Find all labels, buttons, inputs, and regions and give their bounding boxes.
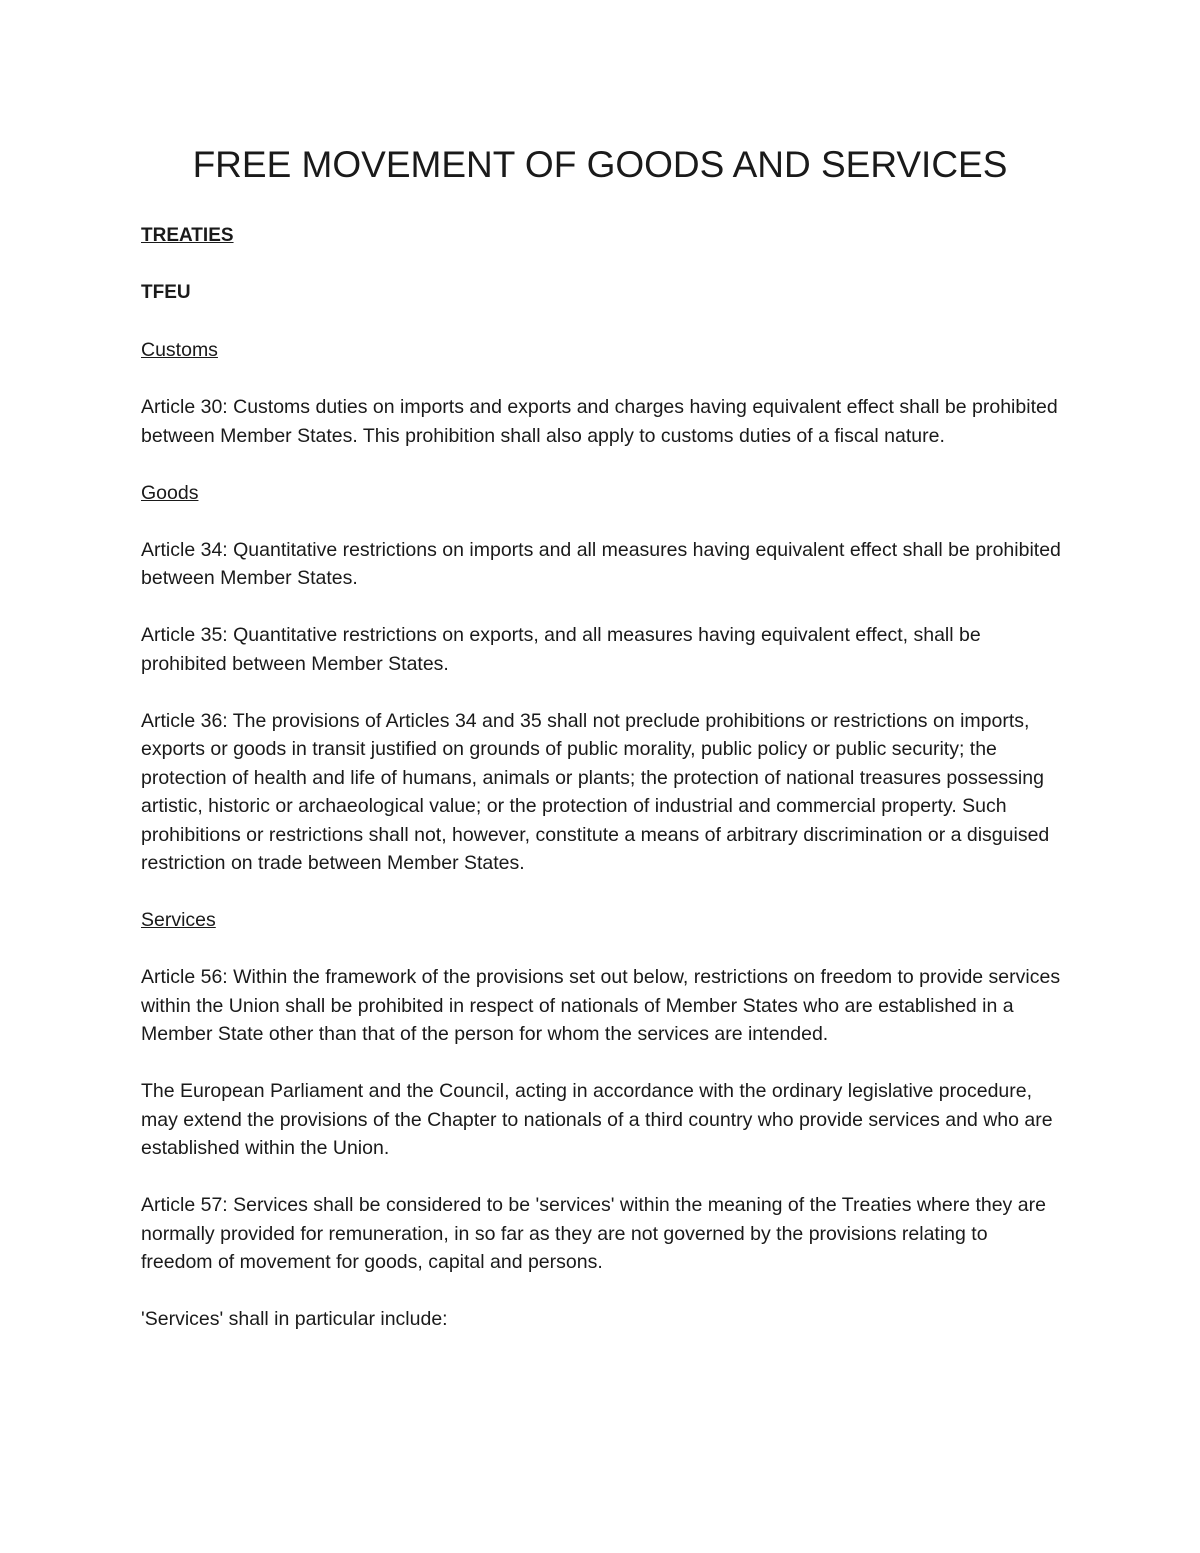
- services-include-paragraph: 'Services' shall in particular include:: [141, 1308, 448, 1330]
- heading-treaties: TREATIES: [141, 225, 234, 246]
- article-36-paragraph: Article 36: The provisions of Articles 34 and 35 shall not preclude prohibitions or restrictions on imports, exports or goods in transit justified on grounds of public morality, public policy or public security; the protection of health and life of humans, animals or plants; the protection of national treasures possessing artistic, historic or archaeological value; or the protection of industrial and commercial property. Such prohibitions or restrictions shall not, however, constitute a means of arbitrary discrimination or a disguised restriction on trade between Member States.: [141, 709, 1050, 874]
- article-56-extension-paragraph: The European Parliament and the Council, acting in accordance with the ordinary legislative procedure, may extend the provisions of the Chapter to nationals of a third country who provide services and who are established within the Union.: [141, 1080, 1053, 1159]
- document-title: FREE MOVEMENT OF GOODS AND SERVICES: [192, 144, 1008, 185]
- article-56-paragraph: Article 56: Within the framework of the provisions set out below, restrictions on freedom to provide services within the Union shall be prohibited in respect of nationals of Member States who are established in a Member State other than that of the person for whom the services are intended.: [141, 966, 1061, 1045]
- section-title-customs: Customs: [141, 339, 218, 361]
- article-35-paragraph: Article 35: Quantitative restrictions on exports, and all measures having equivalent effect, shall be prohibited between Member States.: [141, 624, 981, 675]
- section-goods: [141, 479, 1061, 878]
- article-57-paragraph: Article 57: Services shall be considered to be 'services' within the meaning of the Treaties where they are normally provided for remuneration, in so far as they are not governed by the provisions relating to freedom of movement for goods, capital and persons.: [141, 1194, 1046, 1273]
- section-title-services: Services: [141, 909, 216, 931]
- section-customs: [141, 336, 1061, 450]
- article-30-paragraph: Article 30: Customs duties on imports and exports and charges having equivalent effect shall be prohibited between Member States. This prohibition shall also apply to customs duties of a fiscal nature.: [141, 396, 1058, 447]
- section-title-goods: Goods: [141, 481, 199, 504]
- article-34-paragraph: Article 34: Quantitative restrictions on imports and all measures having equivalent effect shall be prohibited between Member States.: [141, 538, 1061, 589]
- document-page: [141, 138, 1061, 1334]
- heading-tfeu: TFEU: [141, 282, 191, 303]
- section-services: [141, 906, 1061, 1334]
